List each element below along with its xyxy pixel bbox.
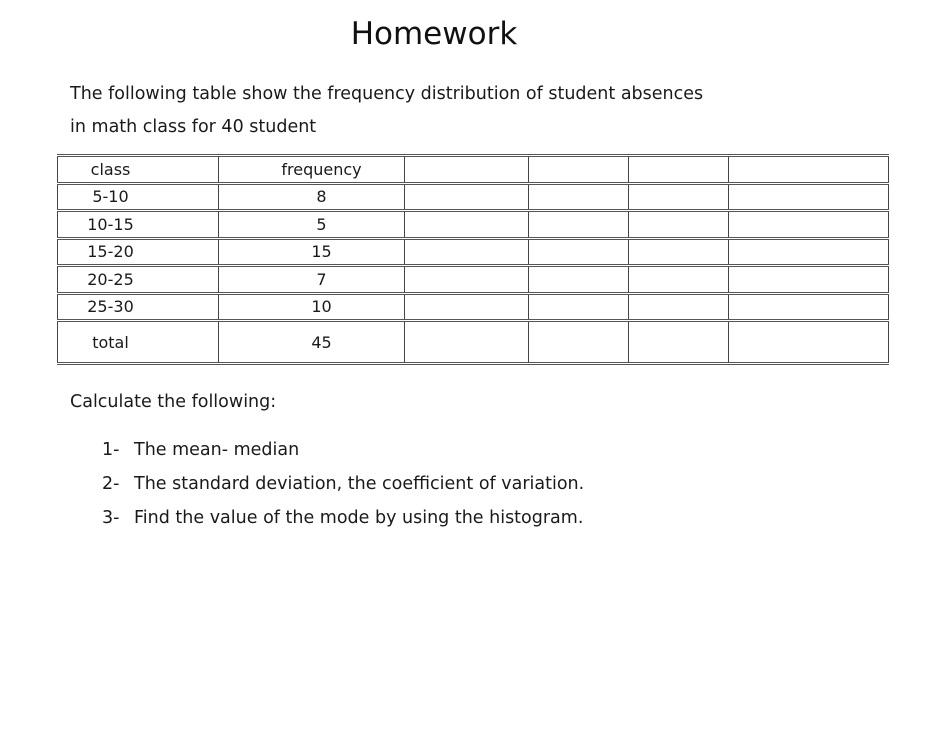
item-text: The mean- median xyxy=(134,440,300,460)
class-cell: 5-10 xyxy=(58,183,219,211)
empty-cell xyxy=(629,293,729,321)
empty-cell xyxy=(729,211,889,239)
intro-paragraph xyxy=(70,78,870,144)
table-header-row xyxy=(58,156,889,184)
header-class: class xyxy=(58,156,219,184)
empty-cell xyxy=(629,266,729,294)
item-number: 1- xyxy=(102,440,120,460)
intro-line-1: The following table show the frequency distribution of student absences xyxy=(70,84,704,104)
table-row xyxy=(58,238,889,266)
task-list xyxy=(102,436,584,538)
list-item xyxy=(102,436,584,470)
table-total-row xyxy=(58,321,889,364)
empty-cell xyxy=(729,321,889,364)
empty-cell xyxy=(529,293,629,321)
total-value: 45 xyxy=(219,321,405,364)
header-frequency: frequency xyxy=(219,156,405,184)
empty-cell xyxy=(529,211,629,239)
table-row xyxy=(58,293,889,321)
frequency-table xyxy=(57,154,889,365)
empty-cell xyxy=(529,156,629,184)
empty-cell xyxy=(629,321,729,364)
frequency-cell: 7 xyxy=(219,266,405,294)
instructions-heading: Calculate the following: xyxy=(70,392,277,412)
empty-cell xyxy=(629,183,729,211)
intro-line-2: in math class for 40 student xyxy=(70,117,317,137)
page-title: Homework xyxy=(350,16,518,52)
class-cell: 25-30 xyxy=(58,293,219,321)
frequency-cell: 15 xyxy=(219,238,405,266)
empty-cell xyxy=(729,156,889,184)
empty-cell xyxy=(729,266,889,294)
class-cell: 10-15 xyxy=(58,211,219,239)
item-text: The standard deviation, the coefficient of variation. xyxy=(134,474,585,494)
item-number: 3- xyxy=(102,508,120,528)
frequency-cell: 10 xyxy=(219,293,405,321)
empty-cell xyxy=(729,238,889,266)
class-cell: 20-25 xyxy=(58,266,219,294)
frequency-cell: 8 xyxy=(219,183,405,211)
empty-cell xyxy=(529,183,629,211)
empty-cell xyxy=(629,238,729,266)
empty-cell xyxy=(405,183,529,211)
empty-cell xyxy=(729,293,889,321)
empty-cell xyxy=(405,321,529,364)
empty-cell xyxy=(405,156,529,184)
frequency-cell: 5 xyxy=(219,211,405,239)
list-item xyxy=(102,470,584,504)
table-row xyxy=(58,211,889,239)
empty-cell xyxy=(405,266,529,294)
table-row xyxy=(58,266,889,294)
empty-cell xyxy=(529,321,629,364)
empty-cell xyxy=(729,183,889,211)
item-number: 2- xyxy=(102,474,120,494)
empty-cell xyxy=(529,238,629,266)
item-text: Find the value of the mode by using the histogram. xyxy=(134,508,584,528)
total-label: total xyxy=(58,321,219,364)
list-item xyxy=(102,504,584,538)
table-row xyxy=(58,183,889,211)
empty-cell xyxy=(629,156,729,184)
empty-cell xyxy=(529,266,629,294)
class-cell: 15-20 xyxy=(58,238,219,266)
empty-cell xyxy=(629,211,729,239)
empty-cell xyxy=(405,238,529,266)
empty-cell xyxy=(405,293,529,321)
empty-cell xyxy=(405,211,529,239)
